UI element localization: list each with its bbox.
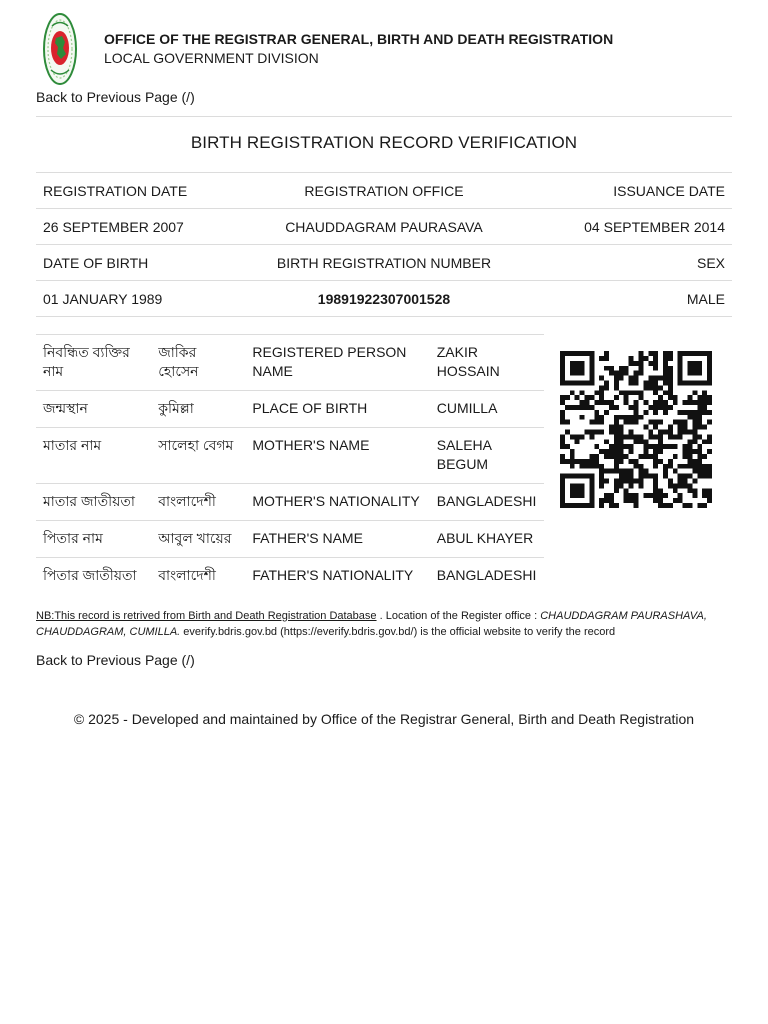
english-label: REGISTERED PERSON NAME — [245, 335, 429, 391]
english-value: ZAKIR HOSSAIN — [430, 335, 544, 391]
page-title: BIRTH REGISTRATION RECORD VERIFICATION — [190, 133, 578, 152]
registration-summary-table — [36, 172, 732, 317]
date-of-birth-label: DATE OF BIRTH — [36, 245, 266, 281]
registration-office-label: REGISTRATION OFFICE — [266, 173, 503, 209]
bangla-label: নিবন্ধিত ব্যক্তির নাম — [36, 335, 151, 391]
english-value: SALEHA BEGUM — [430, 428, 544, 484]
note-middle: . Location of the Register office : — [376, 610, 541, 622]
english-value: ABUL KHAYER — [430, 521, 544, 558]
bangladesh-government-seal-icon — [42, 12, 78, 86]
table-row — [36, 521, 544, 558]
english-label: MOTHER'S NATIONALITY — [245, 484, 429, 521]
sex-label: SEX — [502, 245, 732, 281]
english-label: PLACE OF BIRTH — [245, 391, 429, 428]
back-to-previous-link-bottom[interactable]: Back to Previous Page (/) — [36, 652, 195, 668]
bangla-label: পিতার নাম — [36, 521, 151, 558]
page-header — [42, 12, 732, 88]
bangla-value: বাংলাদেশী — [151, 558, 245, 595]
bangla-value: জাকির হোসেন — [151, 335, 245, 391]
bangla-value: কুমিল্লা — [151, 391, 245, 428]
bangla-label: পিতার জাতীয়তা — [36, 558, 151, 595]
divider — [36, 116, 732, 117]
bangla-label: মাতার জাতীয়তা — [36, 484, 151, 521]
bangla-value: আবুল খায়ের — [151, 521, 245, 558]
person-details-table — [36, 334, 544, 594]
english-label: MOTHER'S NAME — [245, 428, 429, 484]
english-label: FATHER'S NATIONALITY — [245, 558, 429, 595]
birth-registration-number-value: 19891922307001528 — [266, 281, 503, 317]
table-row — [36, 428, 544, 484]
back-to-previous-link-top[interactable]: Back to Previous Page (/) — [36, 89, 195, 105]
summary-row — [36, 173, 732, 209]
date-of-birth-value: 01 JANUARY 1989 — [36, 281, 266, 317]
bangla-label: জন্মস্থান — [36, 391, 151, 428]
table-row — [36, 558, 544, 595]
summary-row — [36, 209, 732, 245]
record-note — [36, 608, 732, 640]
table-row — [36, 335, 544, 391]
office-subtitle: LOCAL GOVERNMENT DIVISION — [104, 50, 319, 66]
birth-registration-number-label: BIRTH REGISTRATION NUMBER — [266, 245, 503, 281]
page-footer: © 2025 - Developed and maintained by Office of the Registrar General, Birth and Death Registration — [73, 711, 695, 727]
registration-office-value: CHAUDDAGRAM PAURASAVA — [266, 209, 503, 245]
sex-value: MALE — [502, 281, 732, 317]
qr-code-icon — [560, 351, 712, 508]
english-value: CUMILLA — [430, 391, 544, 428]
summary-row — [36, 245, 732, 281]
issuance-date-value: 04 SEPTEMBER 2014 — [502, 209, 732, 245]
english-label: FATHER'S NAME — [245, 521, 429, 558]
table-row — [36, 484, 544, 521]
bangla-value: সালেহা বেগম — [151, 428, 245, 484]
office-title: OFFICE OF THE REGISTRAR GENERAL, BIRTH AND DEATH REGISTRATION — [104, 31, 614, 47]
bangla-label: মাতার নাম — [36, 428, 151, 484]
registration-date-value: 26 SEPTEMBER 2007 — [36, 209, 266, 245]
issuance-date-label: ISSUANCE DATE — [502, 173, 732, 209]
note-source: NB:This record is retrived from Birth and Death Registration Database — [36, 610, 377, 622]
note-location: CHAUDDAGRAM PAURASHAVA, CHAUDDAGRAM, CUMILLA. — [36, 610, 707, 638]
table-row — [36, 391, 544, 428]
english-value: BANGLADESHI — [430, 484, 544, 521]
registration-date-label: REGISTRATION DATE — [36, 173, 266, 209]
english-value: BANGLADESHI — [430, 558, 544, 595]
note-website: everify.bdris.gov.bd (https://everify.bdris.gov.bd/) is the official website to verify the record — [180, 626, 616, 638]
bangla-value: বাংলাদেশী — [151, 484, 245, 521]
summary-row — [36, 281, 732, 317]
